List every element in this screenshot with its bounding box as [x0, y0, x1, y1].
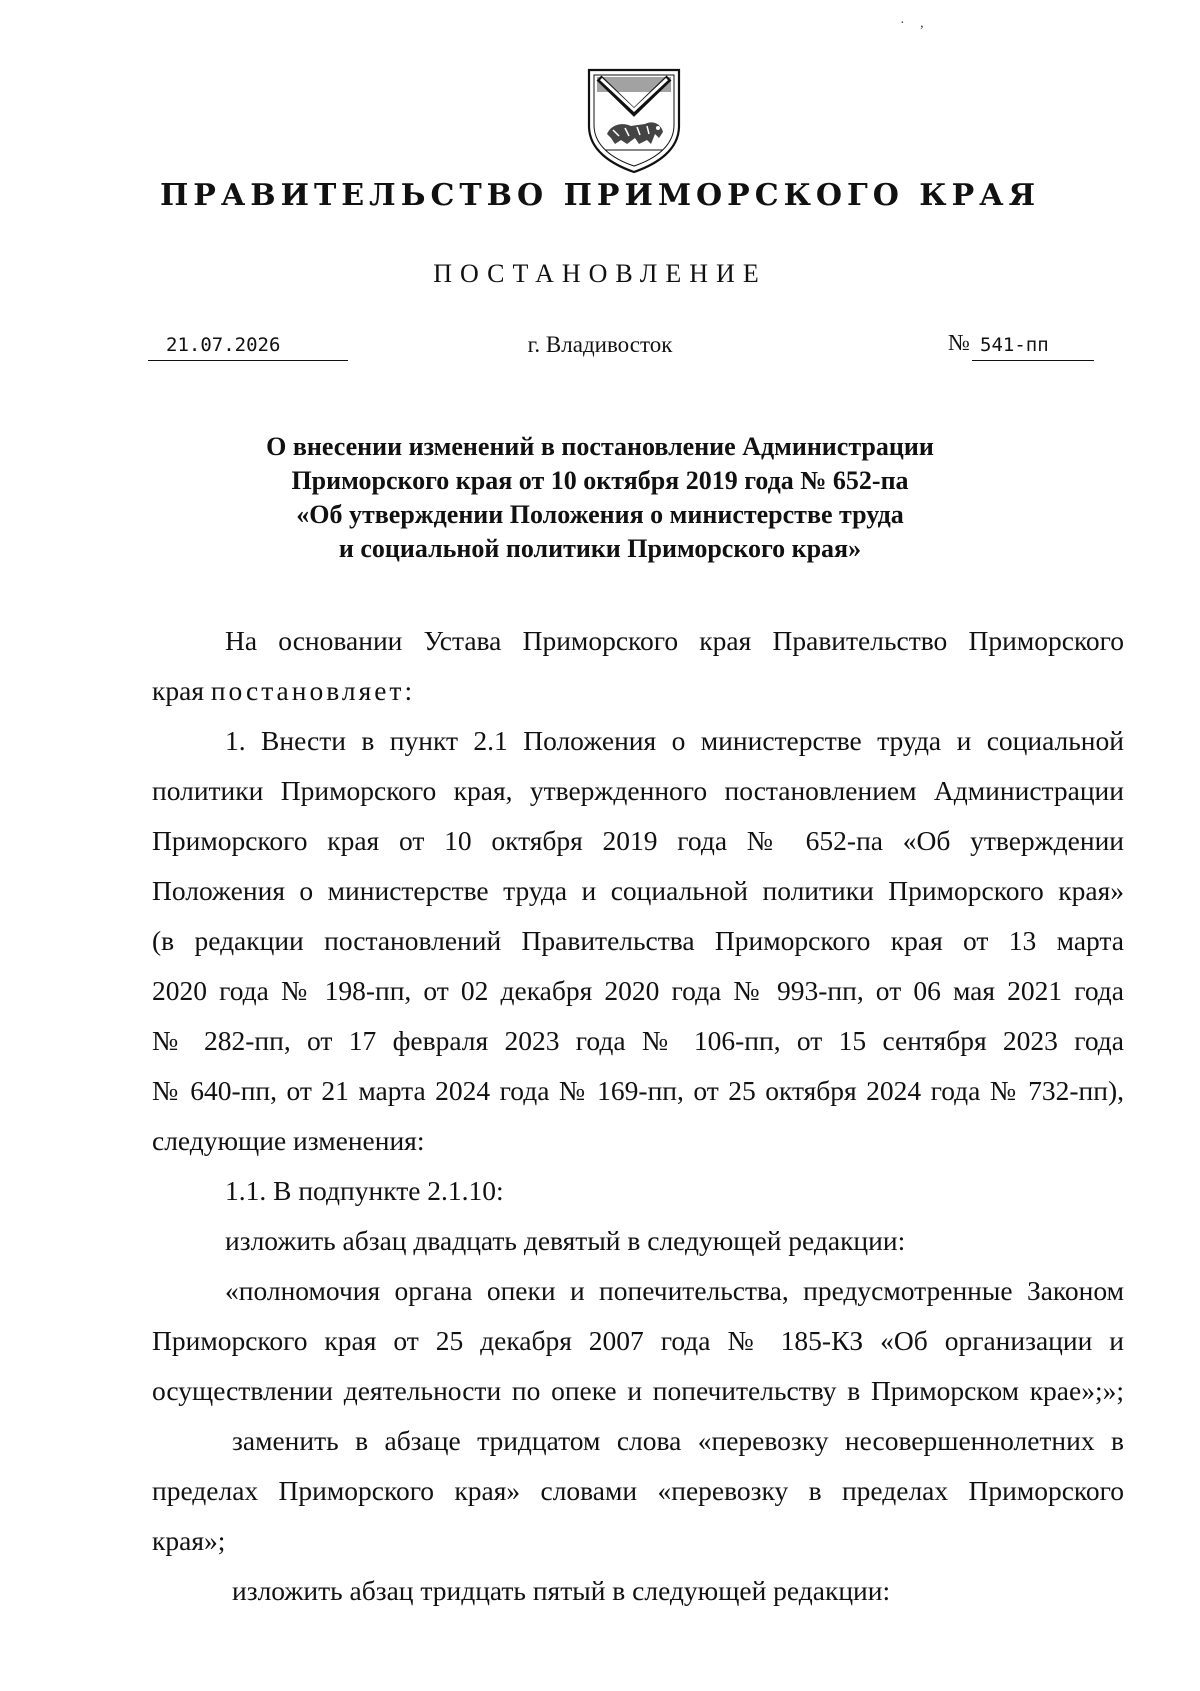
paragraph-1-line: 2020 года № 198-пп, от 02 декабря 2020 года № 993-пп, от 06 мая 2021 года: [152, 975, 1124, 1006]
paragraph-1-line: следующие изменения:: [152, 1125, 425, 1156]
subject-line: Приморского края от 10 октября 2019 года № 652-па: [291, 466, 909, 495]
document-city: г. Владивосток: [527, 332, 673, 357]
subparagraph-1-1-item: изложить абзац двадцать девятый в следующей редакции:: [225, 1225, 906, 1256]
quote-line: осуществлении деятельности по опеке и попечительству в Приморском крае»;»;: [152, 1375, 1124, 1406]
preamble-resolves: постановляет:: [210, 675, 416, 706]
document-body: [152, 616, 1124, 1616]
paragraph-1-line: 1. Внести в пункт 2.1 Положения о министерстве труда и социальной: [225, 725, 1124, 756]
replace-line: пределах Приморского края» словами «перевозку в пределах Приморского: [152, 1475, 1124, 1506]
paragraph-1-line: № 640-пп, от 21 марта 2024 года № 169-пп, от 25 октября 2024 года № 732-пп),: [152, 1075, 1124, 1106]
preamble-line: На основании Устава Приморского края Правительство Приморского: [225, 625, 1124, 656]
replace-line: заменить в абзаце тридцатом слова «перевозку несовершеннолетних в: [232, 1425, 1124, 1456]
document-number: 541-пп: [980, 334, 1049, 356]
preamble-text: края: [152, 675, 211, 706]
document-type: ПОСТАНОВЛЕНИЕ: [433, 259, 767, 288]
preamble-line: [152, 666, 1124, 716]
paragraph-1-line: (в редакции постановлений Правительства Приморского края от 13 марта: [152, 925, 1124, 956]
subject-line: О внесении изменений в постановление Администрации: [266, 432, 934, 461]
last-item-line: изложить абзац тридцать пятый в следующей редакции:: [232, 1575, 891, 1606]
paragraph-1-line: Положения о министерстве труда и социальной политики Приморского края»: [152, 875, 1124, 906]
paragraph-1-line: политики Приморского края, утвержденного постановлением Администрации: [152, 775, 1124, 806]
subparagraph-1-1: 1.1. В подпункте 2.1.10:: [225, 1175, 504, 1206]
replace-line: края»;: [152, 1525, 226, 1556]
number-sign: №: [948, 330, 970, 355]
scan-specks: · ,: [900, 16, 930, 31]
coat-of-arms-icon: [585, 64, 683, 176]
subject-line: и социальной политики Приморского края»: [338, 534, 862, 563]
government-title: ПРАВИТЕЛЬСТВО ПРИМОРСКОГО КРАЯ: [159, 178, 1041, 213]
paragraph-1-line: Приморского края от 10 октября 2019 года № 652-па «Об утверждении: [152, 825, 1124, 856]
document-date: 21.07.2026: [166, 334, 281, 356]
quote-line: Приморского края от 25 декабря 2007 года № 185-КЗ «Об организации и: [152, 1325, 1124, 1356]
document-number-field: [972, 334, 1094, 361]
quote-line: «полномочия органа опеки и попечительства, предусмотренные Законом: [225, 1275, 1124, 1306]
paragraph-1-line: № 282-пп, от 17 февраля 2023 года № 106-пп, от 15 сентября 2023 года: [152, 1025, 1124, 1056]
document-subject: [0, 430, 1200, 566]
subject-line: «Об утверждении Положения о министерстве труда: [296, 500, 904, 529]
